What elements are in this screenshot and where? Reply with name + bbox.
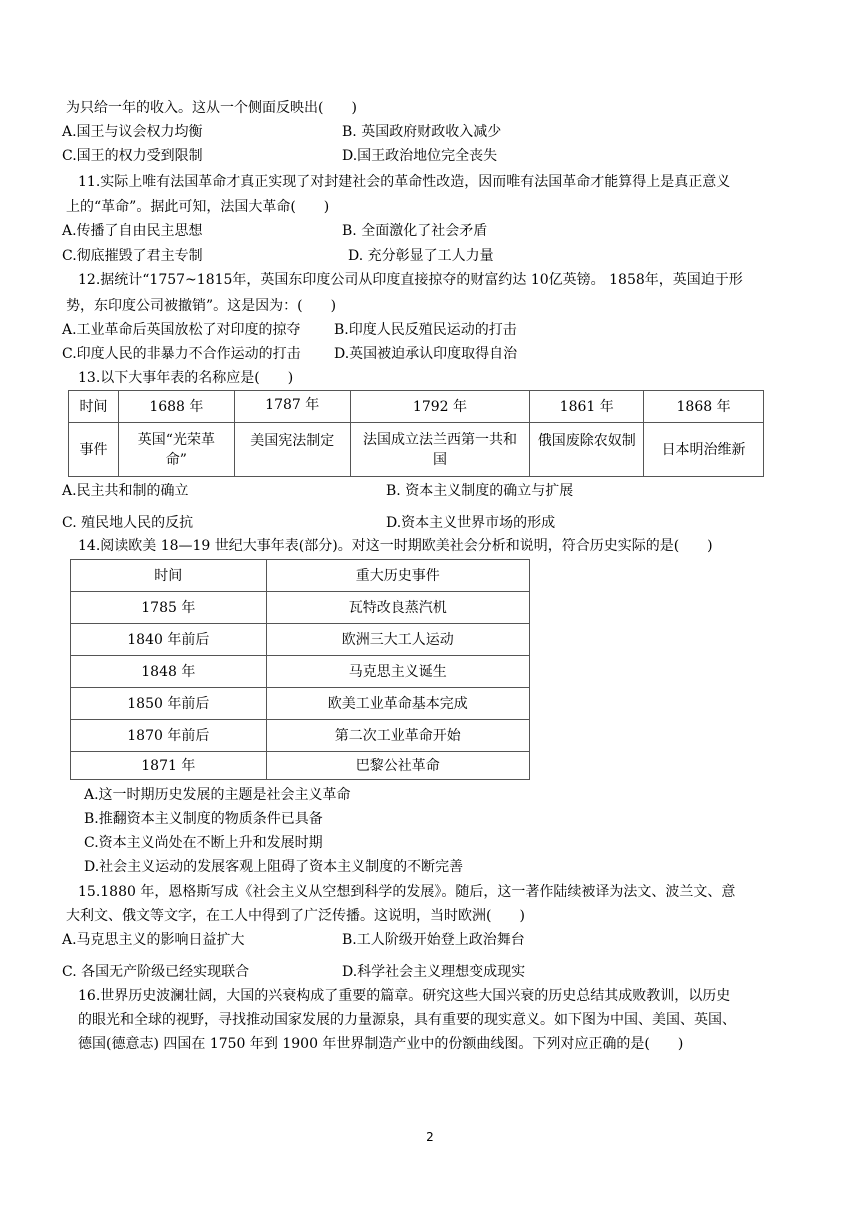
- table14-event: 欧洲三大工人运动: [266, 624, 529, 656]
- table13-event: 英国“光荣革命”: [118, 423, 234, 477]
- table14-time: 1871 年: [71, 752, 267, 780]
- q12-option-d: D.英国被迫承认印度取得自治: [334, 346, 518, 362]
- page-number: 2: [426, 1130, 434, 1144]
- q10-option-d: D.国王政治地位完全丧失: [342, 148, 498, 164]
- q11-option-a: A.传播了自由民主思想: [62, 223, 203, 239]
- q10-stem-end: 为只给一年的收入。这从一个侧面反映出( ): [66, 100, 357, 116]
- q15-stem-line1: 15.1880 年，恩格斯写成《社会主义从空想到科学的发展》。随后，这一著作陆续被译为法文、波兰文、意: [78, 884, 736, 900]
- q16-stem-line3: 德国(德意志) 四国在 1750 年到 1900 年世界制造产业中的份额曲线图。下列对应正确的是( ): [78, 1036, 684, 1052]
- table14-time: 1850 年前后: [71, 688, 267, 720]
- table13-year: 1792 年: [350, 391, 530, 423]
- q13-option-d: D.资本主义世界市场的形成: [386, 515, 556, 531]
- table13-year: 1688 年: [118, 391, 234, 423]
- table13-header-event: 事件: [69, 423, 119, 477]
- q15-option-b: B.工人阶级开始登上政治舞台: [342, 932, 525, 948]
- q12-stem-line1: 12.据统计“1757~1815年，英国东印度公司从印度直接掠夺的财富约达 10亿英镑。 1858年，英国迫于形: [78, 272, 743, 288]
- table14-event: 欧美工业革命基本完成: [266, 688, 529, 720]
- table14-event: 巴黎公社革命: [266, 752, 529, 780]
- q15-stem-line2: 大利文、俄文等文字，在工人中得到了广泛传播。这说明，当时欧洲( ): [66, 908, 525, 924]
- chronology-table-q13: [68, 390, 764, 477]
- table14-time: 1870 年前后: [71, 720, 267, 752]
- q12-option-b: B.印度人民反殖民运动的打击: [334, 322, 517, 338]
- table13-year: 1861 年: [530, 391, 644, 423]
- table14-header-event: 重大历史事件: [266, 560, 529, 592]
- table14-header-time: 时间: [71, 560, 267, 592]
- table13-year: 1868 年: [644, 391, 764, 423]
- table14-time: 1840 年前后: [71, 624, 267, 656]
- table13-event: 日本明治维新: [644, 423, 764, 477]
- q11-option-c: C.彻底摧毁了君主专制: [62, 248, 203, 264]
- q10-option-c: C.国王的权力受到限制: [62, 148, 203, 164]
- q14-option-a: A.这一时期历史发展的主题是社会主义革命: [84, 787, 351, 803]
- q13-option-a: A.民主共和制的确立: [62, 483, 189, 499]
- q16-stem-line1: 16.世界历史波澜壮阔，大国的兴衰构成了重要的篇章。研究这些大国兴衰的历史总结其成败教训，以历史: [78, 988, 731, 1004]
- q15-option-a: A.马克思主义的影响日益扩大: [62, 932, 245, 948]
- q14-option-b: B.推翻资本主义制度的物质条件已具备: [84, 811, 323, 827]
- table13-event: 法国成立法兰西第一共和国: [350, 423, 530, 477]
- q12-stem-line2: 势，东印度公司被撤销”。这是因为：( ): [66, 298, 337, 314]
- table14-time: 1848 年: [71, 656, 267, 688]
- q11-stem-line1: 11.实际上唯有法国革命才真正实现了对封建社会的革命性改造，因而唯有法国革命才能算得上是真正意义: [78, 174, 731, 190]
- table13-event: 俄国废除农奴制: [530, 423, 644, 477]
- q13-stem: 13.以下大事年表的名称应是( ): [78, 370, 294, 386]
- q11-option-b: B. 全面激化了社会矛盾: [342, 223, 488, 239]
- q11-option-d: D. 充分彰显了工人力量: [348, 248, 494, 264]
- table14-event: 第二次工业革命开始: [266, 720, 529, 752]
- q16-stem-line2: 的眼光和全球的视野，寻找推动国家发展的力量源泉，具有重要的现实意义。如下图为中国、美国、英国、: [78, 1012, 736, 1028]
- q12-option-c: C.印度人民的非暴力不合作运动的打击: [62, 346, 301, 362]
- q10-option-a: A.国王与议会权力均衡: [62, 124, 203, 140]
- table14-event: 马克思主义诞生: [266, 656, 529, 688]
- q13-option-b: B. 资本主义制度的确立与扩展: [386, 483, 574, 499]
- q14-option-d: D.社会主义运动的发展客观上阻碍了资本主义制度的不断完善: [84, 859, 464, 875]
- table13-header-time: 时间: [69, 391, 119, 423]
- table13-year: 1787 年: [234, 391, 350, 423]
- q15-option-c: C. 各国无产阶级已经实现联合: [62, 964, 250, 980]
- q14-option-c: C.资本主义尚处在不断上升和发展时期: [84, 835, 323, 851]
- table14-time: 1785 年: [71, 592, 267, 624]
- chronology-table-q14: [70, 559, 530, 780]
- q11-stem-line2: 上的“革命”。据此可知，法国大革命( ): [66, 199, 330, 215]
- q12-option-a: A.工业革命后英国放松了对印度的掠夺: [62, 322, 301, 338]
- q15-option-d: D.科学社会主义理想变成现实: [342, 964, 526, 980]
- table14-event: 瓦特改良蒸汽机: [266, 592, 529, 624]
- q14-stem: 14.阅读欧美 18—19 世纪大事年表(部分)。对这一时期欧美社会分析和说明，符合历史实际的是( ): [78, 538, 713, 554]
- table13-event: 美国宪法制定: [234, 423, 350, 477]
- q10-option-b: B. 英国政府财政收入减少: [342, 124, 502, 140]
- q13-option-c: C. 殖民地人民的反抗: [62, 515, 194, 531]
